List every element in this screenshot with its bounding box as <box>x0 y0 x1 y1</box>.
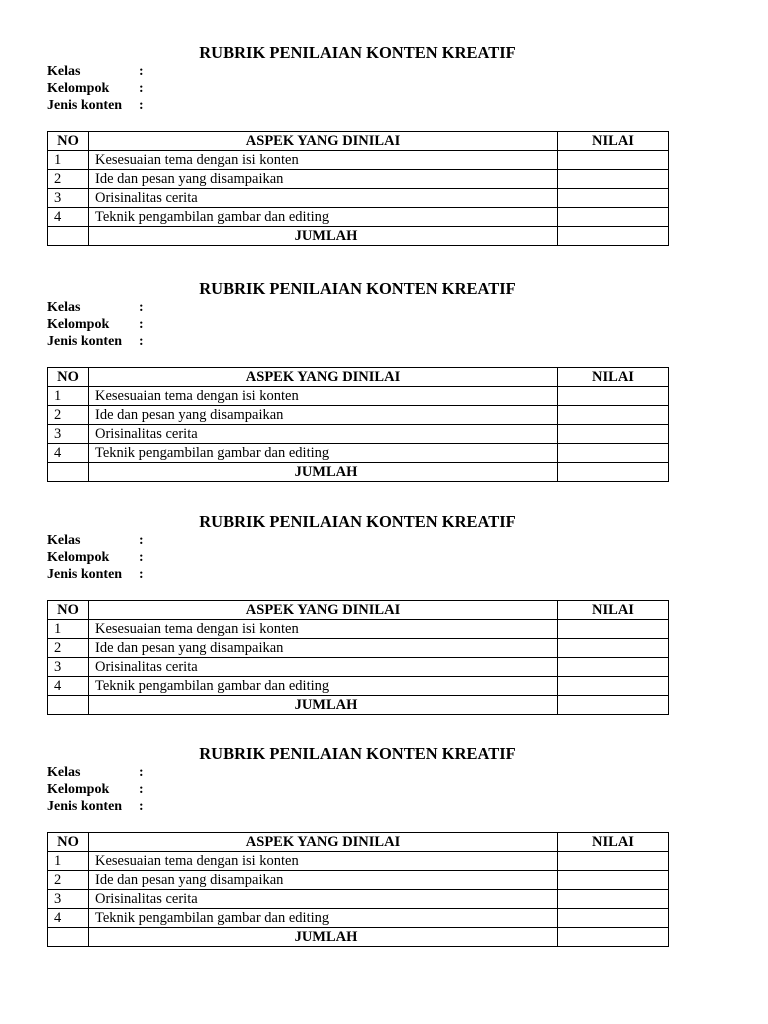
total-label: JUMLAH <box>89 928 558 947</box>
field-label: Kelas <box>47 300 81 315</box>
field-kelas <box>47 764 247 781</box>
row-nilai[interactable] <box>558 620 669 639</box>
rubric-table <box>47 131 669 246</box>
header-aspek: ASPEK YANG DINILAI <box>89 368 558 387</box>
row-nilai[interactable] <box>558 444 669 463</box>
header-nilai: NILAI <box>558 132 669 151</box>
row-aspek: Ide dan pesan yang disampaikan <box>89 406 558 425</box>
table-row <box>48 151 669 170</box>
rubric-title: RUBRIK PENILAIAN KONTEN KREATIF <box>199 744 516 763</box>
row-aspek: Kesesuaian tema dengan isi konten <box>89 620 558 639</box>
row-aspek: Ide dan pesan yang disampaikan <box>89 170 558 189</box>
field-kelas <box>47 299 247 316</box>
field-colon: : <box>139 765 144 780</box>
row-nilai[interactable] <box>558 639 669 658</box>
total-empty-cell <box>48 227 89 246</box>
row-number: 2 <box>48 406 89 425</box>
field-kelompok <box>47 549 247 566</box>
field-colon: : <box>139 533 144 548</box>
field-kelompok <box>47 781 247 798</box>
total-label: JUMLAH <box>89 696 558 715</box>
field-colon: : <box>139 550 144 565</box>
table-row <box>48 639 669 658</box>
header-nilai: NILAI <box>558 833 669 852</box>
row-nilai[interactable] <box>558 852 669 871</box>
total-empty-cell <box>48 696 89 715</box>
field-label: Kelas <box>47 64 81 79</box>
total-label: JUMLAH <box>89 227 558 246</box>
total-label: JUMLAH <box>89 463 558 482</box>
row-number: 1 <box>48 852 89 871</box>
row-nilai[interactable] <box>558 170 669 189</box>
table-row <box>48 387 669 406</box>
row-nilai[interactable] <box>558 406 669 425</box>
row-nilai[interactable] <box>558 871 669 890</box>
row-number: 2 <box>48 639 89 658</box>
field-colon: : <box>139 334 144 349</box>
header-no: NO <box>48 368 89 387</box>
table-header-row <box>48 368 669 387</box>
field-kelompok <box>47 316 247 333</box>
row-aspek: Teknik pengambilan gambar dan editing <box>89 444 558 463</box>
table-row <box>48 406 669 425</box>
total-value[interactable] <box>558 696 669 715</box>
table-row <box>48 208 669 227</box>
row-aspek: Teknik pengambilan gambar dan editing <box>89 208 558 227</box>
rubric-title: RUBRIK PENILAIAN KONTEN KREATIF <box>199 43 516 62</box>
row-number: 3 <box>48 890 89 909</box>
header-aspek: ASPEK YANG DINILAI <box>89 601 558 620</box>
total-row <box>48 227 669 246</box>
field-colon: : <box>139 64 144 79</box>
table-row <box>48 425 669 444</box>
table-row <box>48 871 669 890</box>
rubric-table <box>47 600 669 715</box>
field-label: Kelas <box>47 765 81 780</box>
table-row <box>48 620 669 639</box>
table-header-row <box>48 833 669 852</box>
field-jenis-konten <box>47 333 247 350</box>
field-colon: : <box>139 799 144 814</box>
row-nilai[interactable] <box>558 909 669 928</box>
field-label: Jenis konten <box>47 799 123 814</box>
row-aspek: Orisinalitas cerita <box>89 425 558 444</box>
header-nilai: NILAI <box>558 601 669 620</box>
field-colon: : <box>139 567 144 582</box>
row-nilai[interactable] <box>558 151 669 170</box>
header-no: NO <box>48 132 89 151</box>
row-aspek: Kesesuaian tema dengan isi konten <box>89 151 558 170</box>
field-jenis-konten <box>47 798 247 815</box>
row-number: 3 <box>48 658 89 677</box>
rubric-title: RUBRIK PENILAIAN KONTEN KREATIF <box>199 512 516 531</box>
row-number: 4 <box>48 444 89 463</box>
row-number: 3 <box>48 189 89 208</box>
total-empty-cell <box>48 463 89 482</box>
row-nilai[interactable] <box>558 425 669 444</box>
row-number: 4 <box>48 677 89 696</box>
total-row <box>48 696 669 715</box>
row-nilai[interactable] <box>558 890 669 909</box>
row-number: 1 <box>48 620 89 639</box>
row-nilai[interactable] <box>558 677 669 696</box>
table-row <box>48 909 669 928</box>
table-row <box>48 658 669 677</box>
table-header-row <box>48 132 669 151</box>
rubric-table <box>47 367 669 482</box>
table-row <box>48 444 669 463</box>
total-value[interactable] <box>558 227 669 246</box>
identity-fields <box>47 63 247 114</box>
row-number: 2 <box>48 170 89 189</box>
row-number: 1 <box>48 387 89 406</box>
table-row <box>48 170 669 189</box>
field-colon: : <box>139 98 144 113</box>
row-nilai[interactable] <box>558 658 669 677</box>
identity-fields <box>47 764 247 815</box>
row-aspek: Kesesuaian tema dengan isi konten <box>89 387 558 406</box>
row-number: 4 <box>48 909 89 928</box>
row-aspek: Teknik pengambilan gambar dan editing <box>89 677 558 696</box>
row-nilai[interactable] <box>558 387 669 406</box>
field-colon: : <box>139 81 144 96</box>
rubric-table <box>47 832 669 947</box>
table-header-row <box>48 601 669 620</box>
field-colon: : <box>139 300 144 315</box>
header-no: NO <box>48 601 89 620</box>
row-aspek: Kesesuaian tema dengan isi konten <box>89 852 558 871</box>
total-value[interactable] <box>558 463 669 482</box>
total-value[interactable] <box>558 928 669 947</box>
total-row <box>48 928 669 947</box>
table-row <box>48 890 669 909</box>
identity-fields <box>47 299 247 350</box>
field-jenis-konten <box>47 566 247 583</box>
identity-fields <box>47 532 247 583</box>
row-number: 3 <box>48 425 89 444</box>
field-label: Jenis konten <box>47 98 123 113</box>
row-aspek: Orisinalitas cerita <box>89 890 558 909</box>
row-nilai[interactable] <box>558 208 669 227</box>
row-aspek: Ide dan pesan yang disampaikan <box>89 871 558 890</box>
field-label: Kelompok <box>47 782 110 797</box>
row-aspek: Orisinalitas cerita <box>89 189 558 208</box>
table-row <box>48 677 669 696</box>
field-kelompok <box>47 80 247 97</box>
row-aspek: Orisinalitas cerita <box>89 658 558 677</box>
row-number: 4 <box>48 208 89 227</box>
rubric-title: RUBRIK PENILAIAN KONTEN KREATIF <box>199 279 516 298</box>
total-empty-cell <box>48 928 89 947</box>
field-kelas <box>47 63 247 80</box>
header-aspek: ASPEK YANG DINILAI <box>89 132 558 151</box>
field-label: Kelompok <box>47 550 110 565</box>
field-label: Kelas <box>47 533 81 548</box>
field-label: Kelompok <box>47 81 110 96</box>
header-no: NO <box>48 833 89 852</box>
field-label: Jenis konten <box>47 334 123 349</box>
header-aspek: ASPEK YANG DINILAI <box>89 833 558 852</box>
field-jenis-konten <box>47 97 247 114</box>
field-kelas <box>47 532 247 549</box>
total-row <box>48 463 669 482</box>
table-row <box>48 852 669 871</box>
row-aspek: Ide dan pesan yang disampaikan <box>89 639 558 658</box>
table-row <box>48 189 669 208</box>
row-number: 2 <box>48 871 89 890</box>
field-colon: : <box>139 317 144 332</box>
field-label: Kelompok <box>47 317 110 332</box>
field-label: Jenis konten <box>47 567 123 582</box>
header-nilai: NILAI <box>558 368 669 387</box>
field-colon: : <box>139 782 144 797</box>
row-aspek: Teknik pengambilan gambar dan editing <box>89 909 558 928</box>
row-nilai[interactable] <box>558 189 669 208</box>
row-number: 1 <box>48 151 89 170</box>
